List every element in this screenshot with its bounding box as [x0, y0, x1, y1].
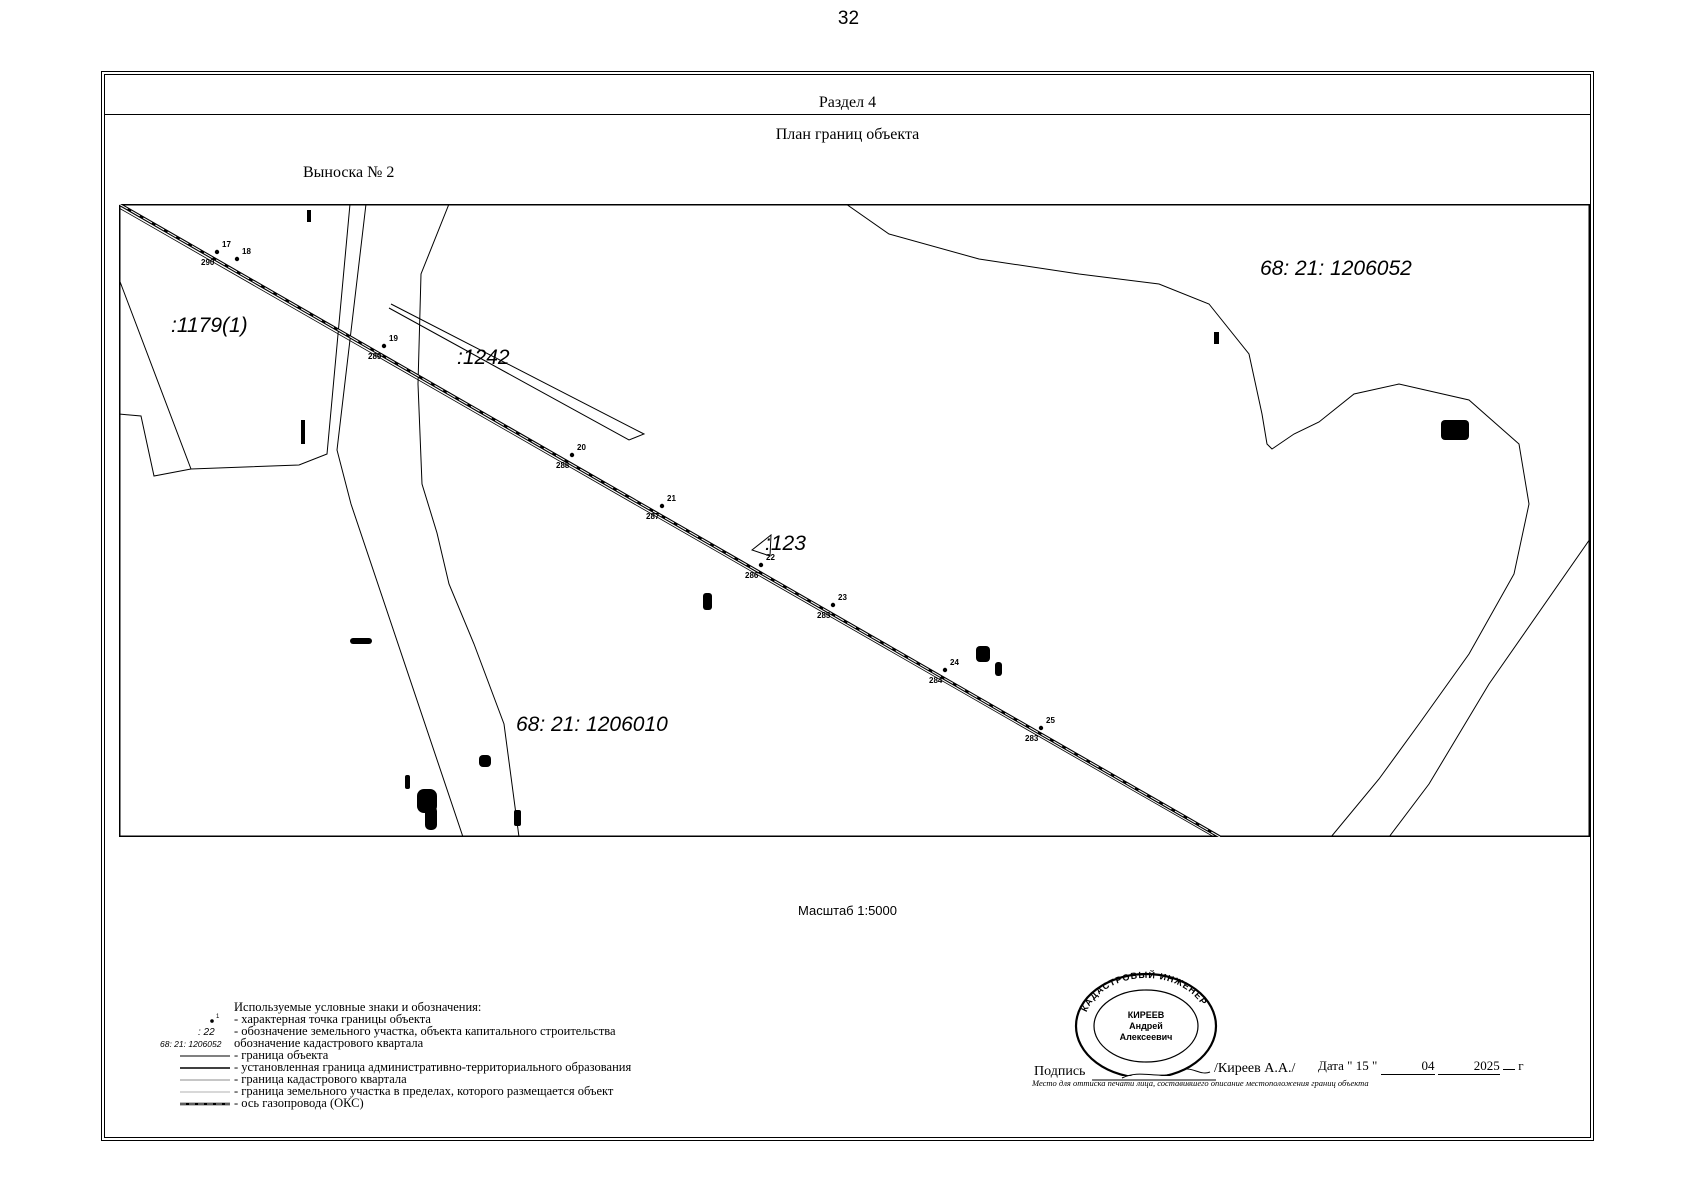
point-id-label: 18: [242, 247, 251, 256]
road-right-edge: [418, 204, 519, 837]
stamp-ring-text: КАДАСТРОВЫЙ ИНЖЕНЕР: [1079, 969, 1210, 1014]
plan-title: План границ объекта: [775, 126, 920, 143]
legend-quarter-sample: 68: 21: 1206052: [160, 1039, 222, 1049]
date-year: 2025: [1438, 1058, 1500, 1075]
point-id-label: 23: [838, 593, 847, 602]
feature-blob: [703, 593, 712, 610]
legend-item-text: - характерная точка границы объекта: [234, 1012, 431, 1026]
pipeline-axis-inner: [119, 204, 1220, 837]
point-id-label: 24: [950, 658, 959, 667]
legend-title-text: Используемые условные знаки и обозначения:: [234, 1000, 482, 1014]
feature-blob: [1441, 420, 1469, 440]
point-id-label: 21: [667, 494, 676, 503]
legend-item-text: - установленная граница административно-территориального образования: [234, 1060, 632, 1074]
legend: [160, 1001, 720, 1109]
legend-item-text: - обозначение земельного участка, объекта капитального строительства: [234, 1024, 616, 1038]
legend-item-pipeline-axis: [160, 1097, 720, 1109]
feature-blob: [301, 420, 305, 444]
page-number: 32: [837, 8, 860, 29]
road-left-edge: [337, 204, 463, 837]
boundary-point: [1039, 726, 1043, 730]
point-alt-label: 284: [929, 676, 943, 685]
parcel-label-123: :123: [765, 532, 806, 555]
legend-item-text: - граница кадастрового квартала: [234, 1072, 407, 1086]
feature-blob: [479, 755, 491, 767]
legend-point-symbol: [160, 1013, 232, 1025]
feature-blob: [1214, 332, 1219, 344]
feature-blob: [425, 806, 437, 830]
date-month: 04: [1381, 1058, 1435, 1075]
boundary-point: [235, 257, 239, 261]
seal-note: Место для оттиска печати лица, составившего описание местоположения границ объекта: [1032, 1078, 1369, 1088]
legend-quarter-symbol: [160, 1037, 232, 1049]
map-features: [301, 210, 1469, 830]
legend-item-text: - граница объекта: [234, 1048, 329, 1062]
legend-item-text: - граница земельного участка в пределах, которого размещается объект: [234, 1084, 614, 1098]
boundary-point: [759, 563, 763, 567]
signer-name: /Киреев А.А./: [1214, 1061, 1296, 1076]
boundary-point: [943, 668, 947, 672]
stamp-surname: КИРЕЕВ: [1127, 1010, 1165, 1020]
signature-label: Подпись: [1034, 1064, 1086, 1079]
date-label: Дата " 15 ": [1318, 1058, 1378, 1073]
feature-blob: [995, 662, 1002, 676]
legend-parcel-symbol: [160, 1025, 232, 1037]
date-suffix: г: [1518, 1058, 1524, 1073]
boundary-point: [215, 250, 219, 254]
parcel-1179-lower-boundary: [119, 414, 191, 476]
legend-parcel-sample: : 22: [198, 1027, 215, 1037]
parcel-label-1242: :1242: [457, 346, 510, 369]
point-alt-label: 289: [368, 352, 382, 361]
feature-blob: [350, 638, 372, 644]
legend-object-line: [160, 1049, 232, 1061]
map-border: [120, 205, 1590, 837]
point-alt-label: 287: [646, 512, 660, 521]
legend-quarter-line: [160, 1073, 232, 1085]
point-id-label: 20: [577, 443, 586, 452]
legend-point-id: 1: [216, 1014, 220, 1020]
legend-item-text: обозначение кадастрового квартала: [234, 1036, 424, 1050]
feature-blob: [514, 810, 521, 826]
point-id-label: 22: [766, 553, 775, 562]
feature-blob: [405, 775, 410, 789]
object-boundary-line: [119, 208, 1214, 837]
quarter-label-1206052: 68: 21: 1206052: [1260, 257, 1412, 280]
boundary-point: [570, 453, 574, 457]
feature-blob: [976, 646, 990, 662]
point-id-label: 25: [1046, 716, 1055, 725]
point-alt-label: 288: [556, 461, 570, 470]
legend-axis-line: [160, 1097, 232, 1109]
date-blank: [1503, 1069, 1515, 1070]
callout-label: Выноска № 2: [303, 164, 395, 181]
stamp-name: Андрей: [1129, 1021, 1163, 1031]
legend-parcel-line: [160, 1085, 232, 1097]
legend-item-text: - ось газопровода (ОКС): [234, 1096, 364, 1110]
quarter-boundary-east: [1389, 539, 1590, 837]
quarter-label-1206010: 68: 21: 1206010: [516, 713, 668, 736]
date-field: [1318, 1058, 1524, 1075]
boundary-point: [831, 603, 835, 607]
cadastral-map: [119, 204, 1590, 837]
parcel-label-1179: :1179(1): [171, 314, 248, 337]
quarter-1206052-boundary: [846, 204, 1529, 837]
section-title: Раздел 4: [818, 94, 877, 111]
point-id-label: 17: [222, 240, 231, 249]
point-id-label: 19: [389, 334, 398, 343]
parcel-1242-boundary: [389, 304, 644, 440]
feature-blob: [307, 210, 311, 222]
point-alt-label: 286: [745, 571, 759, 580]
engineer-stamp: [1066, 966, 1226, 1076]
point-alt-label: 290: [201, 258, 215, 267]
section-divider: [104, 114, 1591, 115]
point-alt-label: 285: [817, 611, 831, 620]
point-alt-label: 283: [1025, 734, 1039, 743]
scale-label: Масштаб 1:5000: [798, 903, 897, 918]
stamp-patronymic: Алексеевич: [1119, 1032, 1173, 1042]
legend-admin-line: [160, 1061, 232, 1073]
boundary-point: [660, 504, 664, 508]
boundary-point: [382, 344, 386, 348]
